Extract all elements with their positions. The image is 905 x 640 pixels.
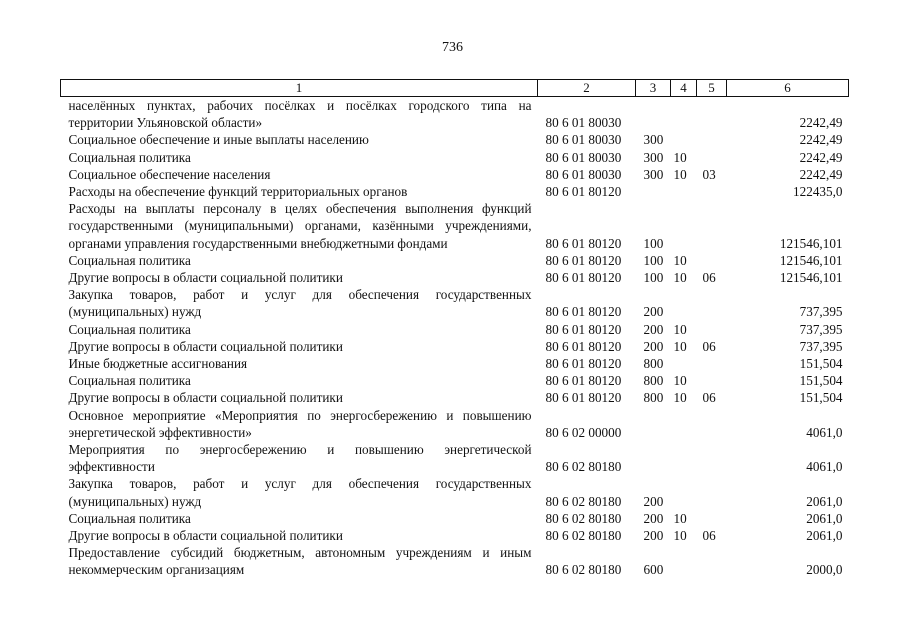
row-subsection <box>697 407 727 441</box>
row-amount: 2242,49 <box>799 166 843 182</box>
table-row <box>61 149 849 166</box>
row-code: 80 6 01 80120 <box>545 390 622 406</box>
row-section <box>671 131 697 148</box>
row-subsection: 06 <box>702 390 716 406</box>
row-name: Закупка товаров, работ и услуг для обеспечения государственных (муниципальных) нужд <box>68 287 532 320</box>
row-amount: 2061,0 <box>806 510 843 526</box>
budget-table <box>60 79 849 579</box>
row-expense-type: 300 <box>643 166 664 182</box>
table-row <box>61 372 849 389</box>
row-amount: 2242,49 <box>799 132 843 148</box>
row-name: Закупка товаров, работ и услуг для обеспечения государственных (муниципальных) нужд <box>68 476 532 509</box>
table-row <box>61 441 849 475</box>
row-section: 10 <box>673 528 687 544</box>
row-section: 10 <box>673 373 687 389</box>
row-amount: 121546,101 <box>779 270 843 286</box>
row-name: Социальная политика <box>68 149 191 165</box>
table-row <box>61 97 849 132</box>
table-row <box>61 407 849 441</box>
header-col-5: 5 <box>697 80 727 97</box>
row-amount: 151,504 <box>799 373 843 389</box>
row-code: 80 6 01 80120 <box>545 235 622 251</box>
row-amount: 121546,101 <box>779 235 843 251</box>
row-expense-type: 200 <box>643 321 664 337</box>
row-name: Расходы на обеспечение функций территориальных органов <box>68 184 408 200</box>
row-expense-type <box>636 97 671 132</box>
row-name: Другие вопросы в области социальной политики <box>68 528 343 544</box>
row-amount: 4061,0 <box>806 424 843 440</box>
row-name: Мероприятия по энергосбережению и повышению энергетической эффективности <box>68 442 532 475</box>
row-amount: 151,504 <box>799 390 843 406</box>
row-expense-type: 800 <box>643 390 664 406</box>
row-code: 80 6 01 80120 <box>545 270 622 286</box>
table-row <box>61 544 849 578</box>
row-expense-type: 300 <box>643 149 664 165</box>
row-section: 10 <box>673 252 687 268</box>
row-amount: 2242,49 <box>799 149 843 165</box>
row-name: Иные бюджетные ассигнования <box>68 356 248 372</box>
header-col-3: 3 <box>636 80 671 97</box>
header-col-4: 4 <box>671 80 697 97</box>
row-amount: 2242,49 <box>799 115 843 131</box>
row-code: 80 6 01 80120 <box>545 184 622 200</box>
row-amount: 2061,0 <box>806 493 843 509</box>
row-name: Предоставление субсидий бюджетным, автономным учреждениям и иным некоммерческим организациям <box>68 545 532 578</box>
row-subsection: 06 <box>702 270 716 286</box>
row-code: 80 6 01 80120 <box>545 252 622 268</box>
row-section: 10 <box>673 149 687 165</box>
row-section <box>671 475 697 509</box>
row-section: 10 <box>673 338 687 354</box>
table-row <box>61 321 849 338</box>
row-name: Социальная политика <box>68 252 191 268</box>
row-section <box>671 544 697 578</box>
row-section <box>671 286 697 320</box>
row-subsection: 06 <box>702 338 716 354</box>
row-amount: 151,504 <box>799 356 843 372</box>
row-subsection <box>697 441 727 475</box>
row-subsection <box>697 510 727 527</box>
row-subsection <box>697 544 727 578</box>
row-subsection: 03 <box>702 166 716 182</box>
row-expense-type: 100 <box>643 235 664 251</box>
table-row <box>61 527 849 544</box>
row-amount: 2000,0 <box>806 562 843 578</box>
row-expense-type: 800 <box>643 373 664 389</box>
row-expense-type: 100 <box>643 252 664 268</box>
row-name: Социальное обеспечение населения <box>68 166 271 182</box>
table-row <box>61 166 849 183</box>
row-subsection <box>697 200 727 252</box>
row-section <box>671 97 697 132</box>
table-row <box>61 286 849 320</box>
row-code: 80 6 01 80030 <box>545 132 622 148</box>
row-amount: 121546,101 <box>779 252 843 268</box>
row-name: населённых пунктах, рабочих посёлках и посёлках городского типа на территории Ульяновской области» <box>68 98 532 131</box>
row-subsection <box>697 286 727 320</box>
row-name: Социальная политика <box>68 373 191 389</box>
table-header <box>61 80 849 97</box>
row-name: Социальное обеспечение и иные выплаты населению <box>68 132 369 148</box>
row-name: Социальная политика <box>68 321 191 337</box>
row-code: 80 6 01 80120 <box>545 321 622 337</box>
table-row <box>61 510 849 527</box>
row-expense-type: 100 <box>643 270 664 286</box>
row-expense-type <box>636 183 671 200</box>
row-subsection <box>697 372 727 389</box>
table-row <box>61 131 849 148</box>
row-name: Другие вопросы в области социальной политики <box>68 390 343 406</box>
row-amount: 737,395 <box>799 321 843 337</box>
row-expense-type: 600 <box>643 562 664 578</box>
row-subsection <box>697 252 727 269</box>
page-number: 736 <box>442 40 463 55</box>
row-expense-type <box>636 407 671 441</box>
table-row <box>61 183 849 200</box>
row-code: 80 6 02 80180 <box>545 562 622 578</box>
row-code: 80 6 01 80120 <box>545 338 622 354</box>
row-amount: 2061,0 <box>806 528 843 544</box>
row-code: 80 6 02 80180 <box>545 493 622 509</box>
row-section: 10 <box>673 270 687 286</box>
row-subsection <box>697 183 727 200</box>
row-section: 10 <box>673 390 687 406</box>
row-section: 10 <box>673 166 687 182</box>
row-subsection <box>697 355 727 372</box>
row-amount: 737,395 <box>799 338 843 354</box>
row-subsection <box>697 149 727 166</box>
row-section: 10 <box>673 510 687 526</box>
row-expense-type: 300 <box>643 132 664 148</box>
row-section <box>671 200 697 252</box>
table-row <box>61 269 849 286</box>
row-expense-type: 200 <box>643 304 664 320</box>
row-code: 80 6 01 80030 <box>545 166 622 182</box>
row-code: 80 6 01 80030 <box>545 149 622 165</box>
row-expense-type: 200 <box>643 528 664 544</box>
row-section <box>671 407 697 441</box>
table-row <box>61 252 849 269</box>
table-row <box>61 355 849 372</box>
row-code: 80 6 02 00000 <box>545 424 622 440</box>
row-section: 10 <box>673 321 687 337</box>
table-row <box>61 200 849 252</box>
row-subsection <box>697 97 727 132</box>
row-amount: 737,395 <box>799 304 843 320</box>
row-expense-type: 200 <box>643 493 664 509</box>
row-name: Другие вопросы в области социальной политики <box>68 270 343 286</box>
row-name: Расходы на выплаты персоналу в целях обеспечения выполнения функций государственными (муниципальными) органами, казёнными учреждениями, органами управления государственными внебюджетными фондами <box>68 201 532 251</box>
row-amount: 122435,0 <box>793 184 843 200</box>
row-subsection <box>697 131 727 148</box>
row-code: 80 6 02 80180 <box>545 459 622 475</box>
row-expense-type: 200 <box>643 510 664 526</box>
row-amount: 4061,0 <box>806 459 843 475</box>
header-col-2: 2 <box>538 80 636 97</box>
row-code: 80 6 02 80180 <box>545 510 622 526</box>
header-col-1: 1 <box>61 80 538 97</box>
row-name: Социальная политика <box>68 510 191 526</box>
row-code: 80 6 01 80120 <box>545 356 622 372</box>
row-section <box>671 441 697 475</box>
row-code: 80 6 02 80180 <box>545 528 622 544</box>
row-subsection <box>697 321 727 338</box>
table-body <box>61 97 849 579</box>
row-section <box>671 355 697 372</box>
table-row <box>61 389 849 406</box>
row-name: Другие вопросы в области социальной политики <box>68 338 343 354</box>
row-name: Основное мероприятие «Мероприятия по энергосбережению и повышению энергетической эффективности» <box>68 407 532 440</box>
row-subsection: 06 <box>702 528 716 544</box>
table-row <box>61 475 849 509</box>
header-row <box>61 80 849 97</box>
table-row <box>61 338 849 355</box>
row-code: 80 6 01 80120 <box>545 373 622 389</box>
row-code: 80 6 01 80120 <box>545 304 622 320</box>
row-expense-type: 200 <box>643 338 664 354</box>
row-expense-type: 800 <box>643 356 664 372</box>
header-col-6: 6 <box>727 80 849 97</box>
row-subsection <box>697 475 727 509</box>
row-expense-type <box>636 441 671 475</box>
row-section <box>671 183 697 200</box>
row-code: 80 6 01 80030 <box>545 115 622 131</box>
